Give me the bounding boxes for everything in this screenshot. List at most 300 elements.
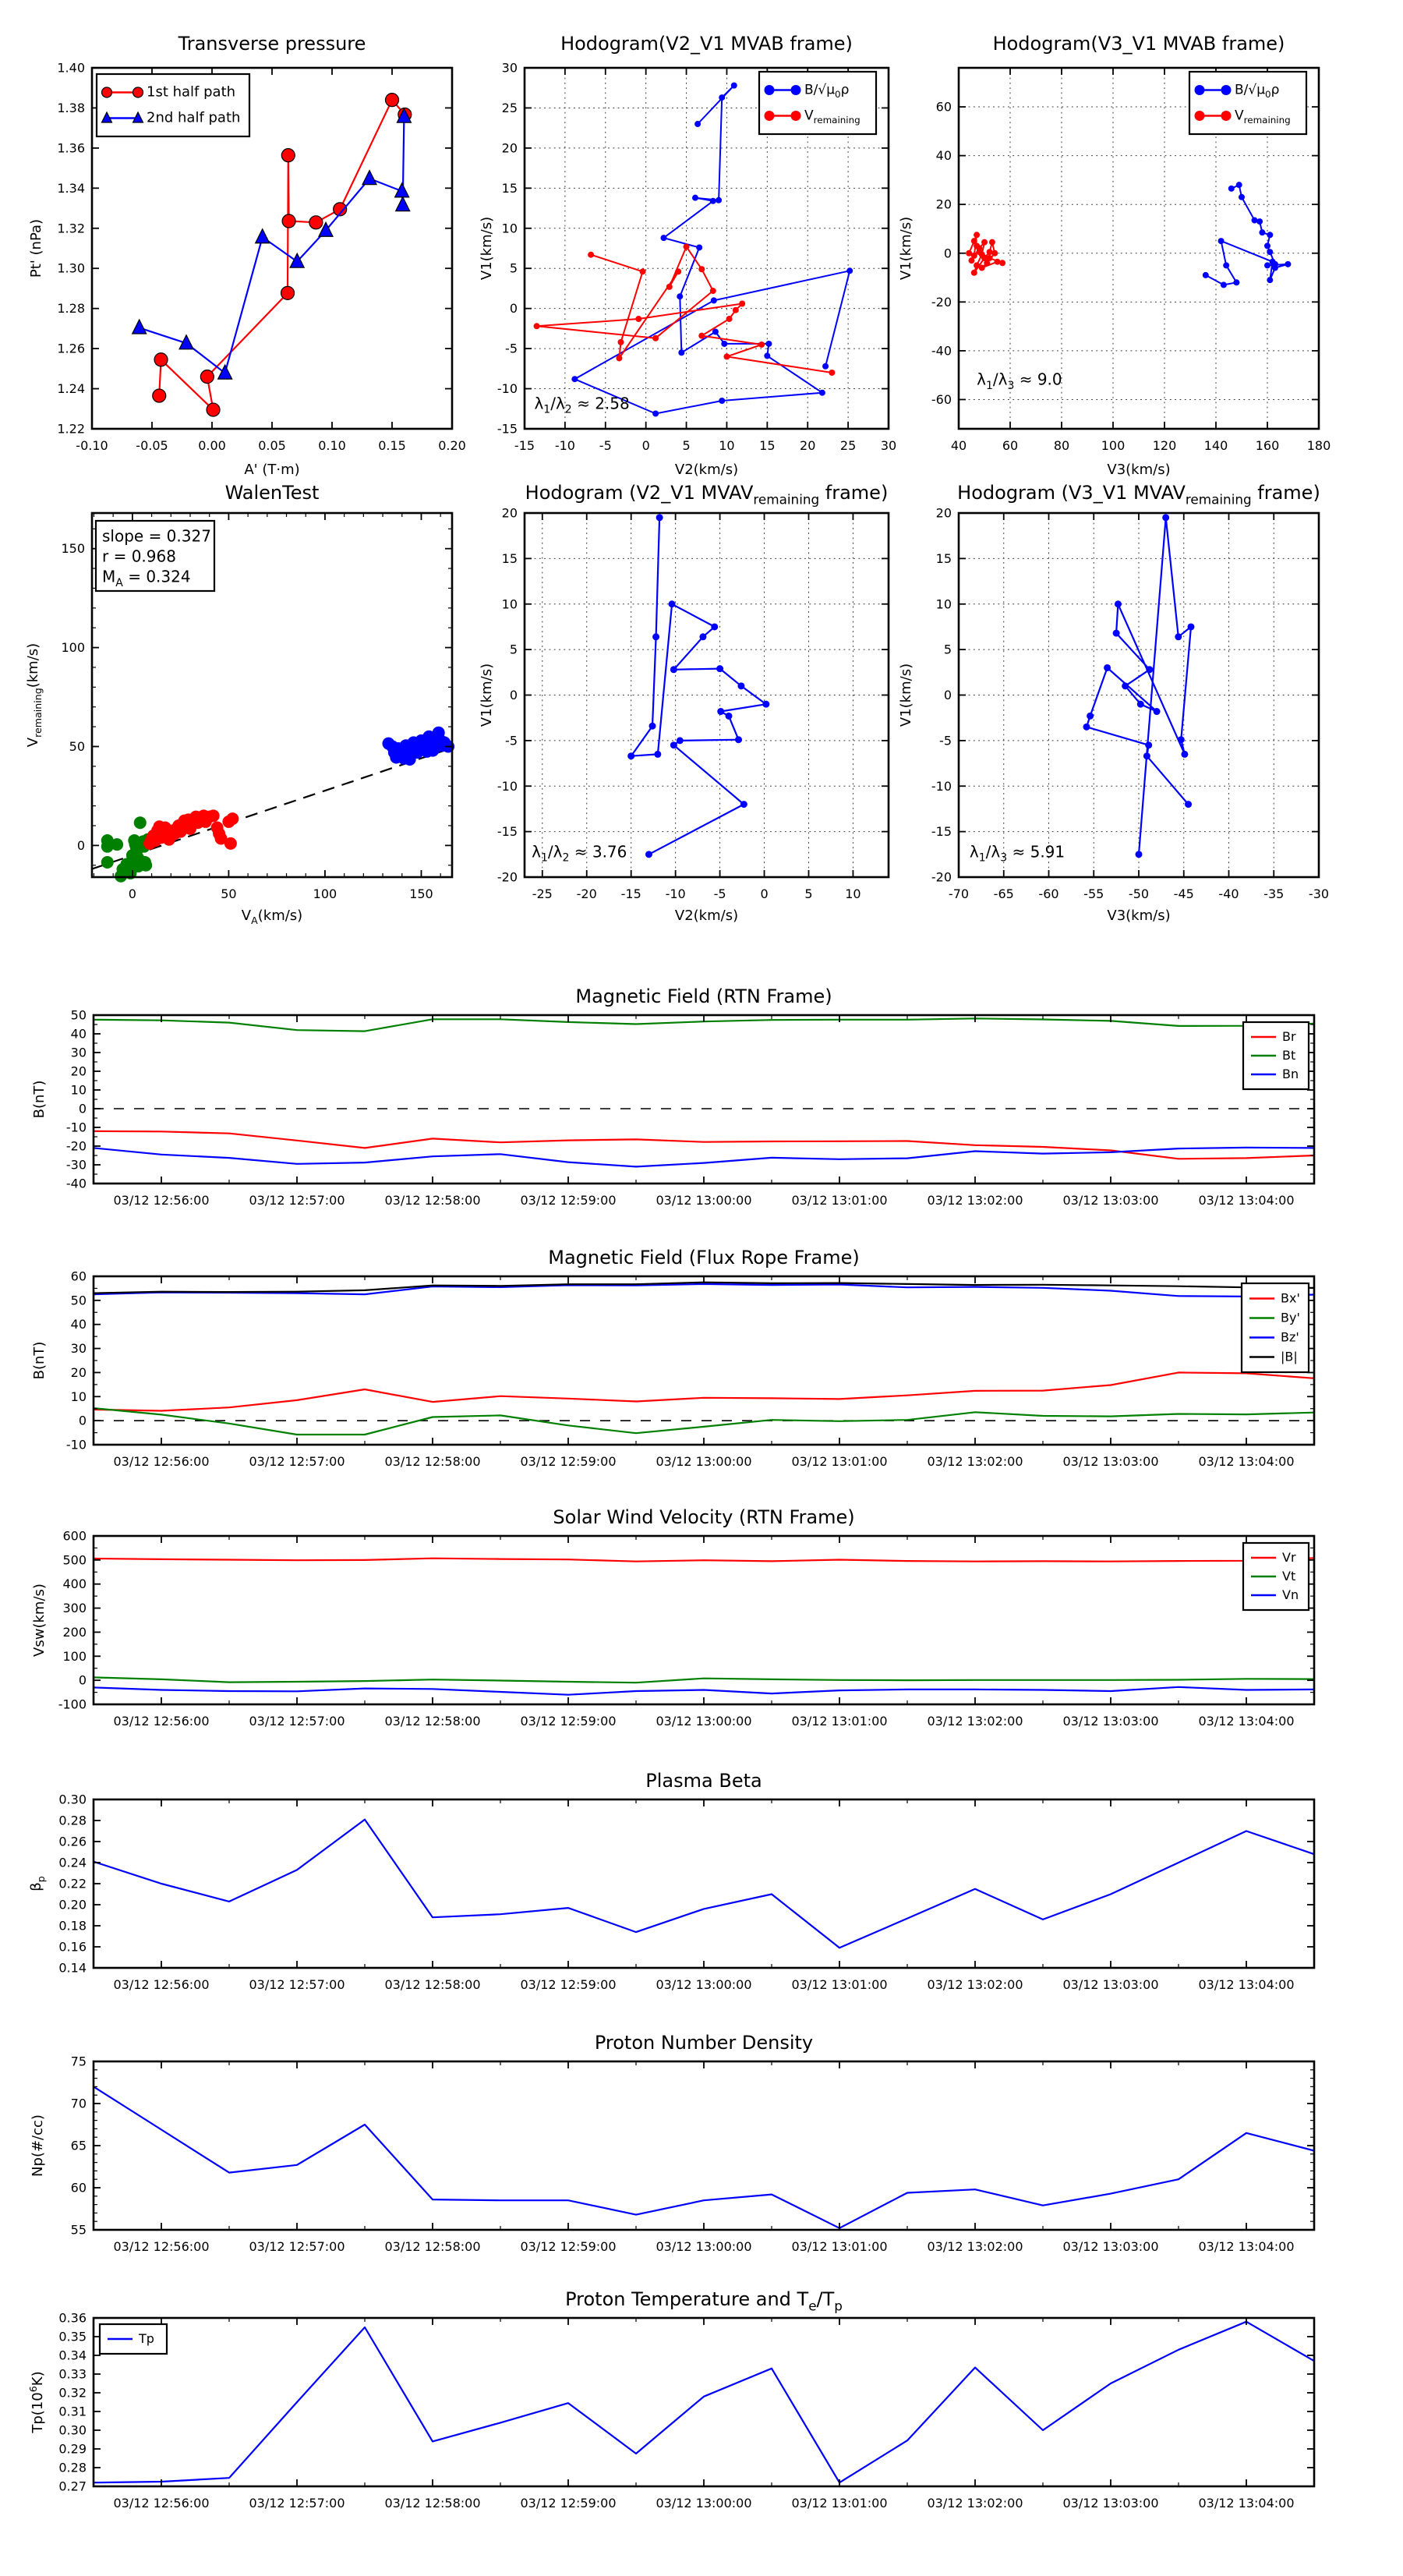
- x-tick-label: -45: [1173, 886, 1194, 901]
- y-tick-label: 0.30: [58, 2422, 87, 2438]
- grid: [525, 513, 889, 877]
- y-tick-label: 60: [935, 99, 952, 115]
- dot-marker: [675, 268, 681, 274]
- x-tick-label: 03/12 13:04:00: [1198, 2496, 1295, 2511]
- y-tick-label: -15: [931, 824, 952, 840]
- y-tick-label: 0.27: [58, 2479, 87, 2494]
- legend: [759, 72, 876, 134]
- x-tick-label: 03/12 13:01:00: [791, 1454, 888, 1469]
- dot-marker: [694, 121, 701, 127]
- dot-marker: [226, 812, 239, 825]
- dot-marker: [1272, 265, 1278, 271]
- ticks: [94, 1799, 1314, 1968]
- x-tick-label: 03/12 13:03:00: [1062, 1454, 1159, 1469]
- dot-marker: [698, 333, 705, 339]
- series-1st-half-path: [153, 94, 412, 416]
- axes-frame: [94, 1799, 1314, 1968]
- dot-marker: [534, 323, 540, 329]
- legend-label: By': [1281, 1310, 1300, 1325]
- dot-marker: [1239, 194, 1245, 200]
- x-tick-label: 03/12 13:01:00: [791, 1714, 888, 1729]
- dot-marker: [635, 316, 641, 322]
- x-tick-label: 15: [759, 438, 776, 453]
- y-tick-label: 0.36: [58, 2310, 87, 2326]
- legend-label: Vt: [1282, 1569, 1296, 1583]
- dot-marker: [224, 837, 237, 850]
- y-tick-label: 65: [70, 2138, 87, 2153]
- y-tick-label: 10: [501, 596, 518, 612]
- legend-label: Vr: [1282, 1550, 1296, 1565]
- y-axis-label: V1(km/s): [479, 216, 495, 281]
- y-tick-label: 60: [70, 2180, 87, 2196]
- series-bn: [94, 1148, 1314, 1167]
- y-tick-label: 25: [501, 100, 518, 115]
- x-tick-label: 03/12 12:56:00: [113, 2239, 210, 2254]
- x-tick-label: 120: [1152, 438, 1177, 453]
- y-tick-label: 20: [501, 505, 518, 521]
- y-tick-label: 5: [509, 642, 518, 657]
- circle-marker: [153, 389, 166, 402]
- y-axis-label: B(nT): [31, 1080, 48, 1119]
- dot-marker: [1236, 182, 1242, 188]
- dot-marker: [1175, 633, 1182, 640]
- y-tick-label: 10: [935, 596, 952, 612]
- y-tick-label: -10: [497, 778, 518, 794]
- dot-marker: [617, 339, 624, 345]
- y-tick-label: -5: [939, 733, 952, 748]
- x-tick-label: 03/12 13:03:00: [1062, 1193, 1159, 1208]
- y-tick-label: 400: [62, 1576, 87, 1592]
- series-outbound-blue: [382, 727, 454, 766]
- y-tick-label: 100: [61, 640, 85, 656]
- legend-label: Bz': [1281, 1329, 1299, 1345]
- chart-title: Hodogram(V3_V1 MVAB frame): [992, 33, 1285, 55]
- dot-marker: [1264, 242, 1270, 249]
- dot-marker: [989, 239, 995, 246]
- y-tick-label: 500: [62, 1552, 87, 1568]
- x-tick-label: 30: [880, 438, 897, 453]
- dot-marker: [1185, 801, 1192, 808]
- series-br: [94, 1131, 1314, 1159]
- dot-marker: [1259, 229, 1265, 235]
- dot-marker: [974, 242, 980, 249]
- x-tick-label: 180: [1306, 438, 1331, 453]
- x-tick-label: 03/12 13:03:00: [1062, 2496, 1159, 2511]
- chart-title: Plasma Beta: [645, 1770, 762, 1792]
- dot-marker: [588, 252, 594, 258]
- y-tick-label: 1.40: [57, 60, 85, 76]
- dot-marker: [1267, 277, 1273, 283]
- y-tick-label: 20: [935, 196, 952, 212]
- ticks: [94, 1276, 1314, 1445]
- dot-marker: [758, 341, 765, 348]
- dot-marker: [640, 268, 646, 274]
- series-tp: [94, 2322, 1314, 2482]
- y-tick-label: 0.34: [58, 2348, 87, 2363]
- dot-marker: [1270, 259, 1276, 265]
- dot-marker: [111, 838, 123, 851]
- x-tick-label: 03/12 13:04:00: [1198, 1714, 1295, 1729]
- y-tick-label: 0.22: [58, 1876, 87, 1891]
- y-tick-label: -20: [931, 294, 952, 310]
- x-tick-label: -0.05: [136, 438, 168, 453]
- x-tick-label: 100: [1101, 438, 1126, 453]
- x-tick-label: -10: [554, 438, 575, 453]
- series-bx-: [94, 1372, 1314, 1410]
- y-tick-label: 0.35: [58, 2329, 87, 2344]
- chart-walen-test: [25, 482, 454, 926]
- dot-marker: [726, 316, 733, 322]
- y-tick-label: 0.14: [58, 1960, 87, 1976]
- dot-marker: [976, 249, 982, 255]
- x-tick-label: 0.20: [438, 438, 466, 453]
- y-tick-label: 5: [943, 642, 952, 657]
- x-tick-label: 0.05: [258, 438, 286, 453]
- dot-marker: [716, 197, 722, 203]
- axes-frame: [94, 1276, 1314, 1445]
- dot-marker: [1221, 111, 1232, 121]
- x-tick-label: 03/12 12:57:00: [249, 2239, 345, 2254]
- y-tick-label: 20: [501, 140, 518, 156]
- x-tick-label: 03/12 12:58:00: [384, 1193, 481, 1208]
- y-tick-label: 30: [501, 60, 518, 76]
- circle-marker: [154, 353, 168, 366]
- dot-marker: [762, 701, 769, 708]
- triangle-marker: [133, 320, 147, 334]
- y-tick-label: 20: [70, 1063, 87, 1079]
- x-tick-label: 03/12 13:03:00: [1062, 1977, 1159, 1992]
- x-tick-label: 03/12 12:57:00: [249, 2496, 345, 2511]
- legend-label: Vn: [1282, 1587, 1299, 1602]
- legend-label: $V_{remaining}$: [1235, 108, 1291, 126]
- stats-line: slope = 0.327: [102, 526, 211, 546]
- y-tick-label: 0.28: [58, 2460, 87, 2475]
- dot-marker: [571, 376, 578, 382]
- x-tick-label: 03/12 13:01:00: [791, 1193, 888, 1208]
- x-tick-label: 150: [409, 886, 433, 901]
- x-tick-label: 5: [804, 886, 813, 901]
- dot-marker: [765, 85, 775, 95]
- triangle-marker: [218, 365, 232, 379]
- y-tick-label: 0.29: [58, 2441, 87, 2457]
- x-tick-label: 03/12 13:04:00: [1198, 2239, 1295, 2254]
- y-tick-label: 1.30: [57, 260, 85, 276]
- legend-label: 2nd half path: [147, 109, 241, 126]
- x-tick-label: -5: [713, 886, 726, 901]
- dot-marker: [627, 752, 634, 759]
- y-tick-label: -20: [65, 1138, 87, 1154]
- y-tick-label: 60: [70, 1269, 87, 1284]
- y-tick-label: 0.33: [58, 2366, 87, 2382]
- x-tick-label: 03/12 13:02:00: [927, 2239, 1023, 2254]
- x-tick-label: 03/12 13:02:00: [927, 1454, 1023, 1469]
- x-tick-label: -0.10: [76, 438, 108, 453]
- annotation: $\lambda_1/\lambda_3 \approx 9.0$: [977, 370, 1062, 393]
- chart-title: Transverse pressure: [178, 33, 366, 55]
- y-axis-label: $\beta_p$: [28, 1876, 47, 1891]
- y-tick-label: 0.24: [58, 1855, 87, 1870]
- legend: [1189, 72, 1306, 134]
- legend-label: |B|: [1281, 1349, 1298, 1364]
- y-tick-label: 0: [76, 837, 85, 853]
- legend: [1243, 1022, 1309, 1089]
- dot-marker: [1285, 261, 1291, 267]
- y-tick-label: 70: [70, 2096, 87, 2111]
- dot-marker: [660, 235, 666, 241]
- y-tick-label: 1.32: [57, 221, 85, 236]
- x-tick-label: 10: [719, 438, 735, 453]
- triangle-marker: [256, 229, 270, 243]
- y-tick-label: 600: [62, 1528, 87, 1544]
- x-tick-label: 03/12 13:00:00: [656, 2496, 752, 2511]
- circle-marker: [282, 214, 295, 228]
- x-tick-label: 03/12 12:59:00: [520, 1454, 617, 1469]
- triangle-marker: [396, 197, 410, 211]
- x-tick-label: -40: [1218, 886, 1239, 901]
- circle-marker: [102, 87, 112, 97]
- x-tick-label: 03/12 13:03:00: [1062, 2239, 1159, 2254]
- dot-marker: [666, 284, 673, 290]
- dot-marker: [1104, 664, 1111, 671]
- legend-label: $B/√\mu_0\rho$: [1235, 82, 1280, 101]
- x-tick-label: 0.00: [198, 438, 226, 453]
- dot-marker: [719, 94, 725, 101]
- y-tick-label: 0.16: [58, 1939, 87, 1955]
- y-tick-label: 0: [78, 1413, 87, 1428]
- x-tick-label: 03/12 12:56:00: [113, 1977, 210, 1992]
- y-tick-label: 0: [509, 688, 518, 702]
- series-vr: [94, 1558, 1314, 1561]
- y-tick-label: 1.38: [57, 100, 85, 115]
- dot-marker: [791, 111, 801, 121]
- dot-marker: [733, 307, 739, 313]
- circle-marker: [133, 87, 143, 97]
- x-tick-label: -65: [993, 886, 1014, 901]
- y-axis-label: Vsw(km/s): [31, 1583, 48, 1657]
- dot-marker: [1145, 741, 1152, 748]
- y-tick-label: 1.28: [57, 301, 85, 317]
- y-tick-label: 0: [509, 301, 518, 317]
- y-tick-label: 100: [62, 1648, 87, 1664]
- y-tick-label: 50: [70, 1293, 87, 1308]
- legend-label: $V_{remaining}$: [804, 108, 861, 126]
- y-tick-label: 10: [501, 221, 518, 236]
- x-tick-label: 0: [760, 886, 769, 901]
- dot-marker: [721, 341, 727, 347]
- x-tick-label: -15: [620, 886, 641, 901]
- y-tick-label: -10: [931, 778, 952, 794]
- legend-label: Tp: [139, 2331, 154, 2346]
- dot-marker: [735, 736, 742, 743]
- y-axis-label: B(nT): [31, 1341, 48, 1380]
- series-by-: [94, 1408, 1314, 1435]
- y-axis-label: $Tp(10^6K)$: [27, 2371, 46, 2433]
- dot-marker: [698, 266, 705, 272]
- dot-marker: [717, 708, 724, 715]
- x-tick-label: 0: [641, 438, 650, 453]
- y-tick-label: 30: [70, 1045, 87, 1060]
- dot-marker: [999, 260, 1005, 266]
- y-tick-label: -40: [931, 343, 952, 359]
- y-tick-label: -20: [497, 869, 518, 885]
- dot-marker: [1221, 281, 1227, 288]
- y-axis-label: V1(km/s): [898, 216, 914, 281]
- y-axis-label: $V_{remaining}(km/s)$: [25, 642, 44, 748]
- y-tick-label: 0.31: [58, 2404, 87, 2419]
- dot-marker: [1178, 736, 1185, 743]
- x-tick-label: 03/12 12:57:00: [249, 1193, 345, 1208]
- chart-title: Proton Temperature and $T_e/T_p$: [565, 2288, 843, 2314]
- chart-proton-number-density: [30, 2032, 1314, 2254]
- x-tick-label: 03/12 13:01:00: [791, 2239, 888, 2254]
- dot-marker: [1115, 600, 1122, 607]
- y-tick-label: 200: [62, 1624, 87, 1640]
- x-tick-label: 03/12 13:02:00: [927, 1714, 1023, 1729]
- legend-label: 1st half path: [147, 83, 236, 101]
- dot-marker: [652, 335, 659, 341]
- y-tick-label: 55: [70, 2222, 87, 2238]
- x-tick-label: 0.15: [378, 438, 406, 453]
- dot-marker: [974, 232, 980, 238]
- x-tick-label: 03/12 12:57:00: [249, 1977, 345, 1992]
- y-tick-label: -10: [497, 381, 518, 397]
- x-tick-label: 03/12 12:56:00: [113, 1193, 210, 1208]
- y-tick-label: 30: [70, 1341, 87, 1357]
- dot-marker: [656, 514, 663, 521]
- dot-marker: [991, 250, 998, 257]
- x-tick-label: 03/12 12:59:00: [520, 2496, 617, 2511]
- circle-marker: [281, 286, 295, 299]
- x-tick-label: 03/12 12:58:00: [384, 2496, 481, 2511]
- dot-marker: [1267, 249, 1273, 255]
- y-tick-label: -10: [65, 1437, 87, 1453]
- circle-marker: [309, 216, 323, 229]
- dot-marker: [710, 198, 716, 204]
- legend: [100, 2324, 167, 2354]
- chart-title: Hodogram(V2_V1 MVAB frame): [560, 33, 853, 55]
- dot-marker: [1136, 851, 1143, 858]
- x-tick-label: -20: [576, 886, 597, 901]
- dot-marker: [764, 352, 770, 359]
- y-tick-label: 5: [509, 260, 518, 276]
- chart-title: Solar Wind Velocity (RTN Frame): [553, 1506, 855, 1528]
- y-tick-label: -15: [497, 824, 518, 840]
- dot-marker: [616, 355, 622, 361]
- y-tick-label: -30: [65, 1157, 87, 1173]
- chart-title: Hodogram (V2_V1 $MVAV_{remaining}$ frame): [525, 482, 889, 508]
- annotation: $\lambda_1/\lambda_2 \approx 3.76$: [532, 842, 627, 865]
- x-tick-label: 03/12 13:03:00: [1062, 1714, 1159, 1729]
- x-tick-label: -35: [1263, 886, 1285, 901]
- dot-marker: [684, 243, 690, 249]
- x-tick-label: -25: [532, 886, 553, 901]
- axes-frame: [94, 2061, 1314, 2230]
- x-tick-label: 10: [845, 886, 861, 901]
- x-tick-label: -10: [665, 886, 686, 901]
- dot-marker: [699, 633, 706, 640]
- chart-solar-wind-velocity: [31, 1506, 1314, 1729]
- legend-label: Br: [1282, 1029, 1296, 1044]
- dot-marker: [1195, 111, 1205, 121]
- dot-marker: [670, 741, 677, 748]
- y-tick-label: 15: [501, 180, 518, 196]
- legend: [97, 74, 249, 136]
- dot-marker: [1113, 630, 1120, 637]
- x-tick-label: -50: [1128, 886, 1150, 901]
- series-beta-p: [94, 1820, 1314, 1948]
- series-vt: [94, 1677, 1314, 1683]
- dot-marker: [819, 390, 825, 396]
- x-tick-label: 03/12 13:00:00: [656, 2239, 752, 2254]
- series-np: [94, 2086, 1314, 2227]
- y-axis-label: Pt' (nPa): [28, 218, 44, 278]
- legend: [1243, 1543, 1309, 1610]
- y-axis-label: V1(km/s): [898, 663, 914, 727]
- x-tick-label: -5: [599, 438, 612, 453]
- x-tick-label: 03/12 13:04:00: [1198, 1454, 1295, 1469]
- dot-marker: [1221, 85, 1232, 95]
- y-tick-label: 50: [70, 1007, 87, 1023]
- dot-marker: [1187, 623, 1194, 630]
- y-axis-label: Np(#/cc): [30, 2114, 46, 2177]
- dot-marker: [1143, 752, 1150, 759]
- y-tick-label: 40: [70, 1026, 87, 1042]
- dot-marker: [740, 801, 747, 808]
- series-center-red: [143, 809, 239, 850]
- x-tick-label: 03/12 12:58:00: [384, 2239, 481, 2254]
- dot-marker: [710, 288, 716, 294]
- chart-title: Proton Number Density: [594, 2032, 814, 2054]
- chart-plasma-beta: [28, 1770, 1314, 1992]
- dot-marker: [696, 244, 702, 250]
- y-tick-label: 0.26: [58, 1834, 87, 1849]
- dot-marker: [1195, 85, 1205, 95]
- y-tick-label: 1.26: [57, 341, 85, 356]
- x-tick-label: 25: [839, 438, 857, 453]
- chart-hodogram-v3v1-mvav: [898, 482, 1329, 924]
- stats-line: $M_A = 0.324$: [102, 567, 191, 590]
- dot-marker: [669, 600, 676, 607]
- series-vn: [94, 1687, 1314, 1695]
- y-tick-label: 20: [70, 1364, 87, 1380]
- dot-marker: [677, 293, 683, 299]
- chart-magnetic-field-rtn: [31, 985, 1314, 1208]
- series-b-sqrt-mu0-rho-: [627, 514, 769, 858]
- x-axis-label: V2(km/s): [674, 908, 739, 924]
- y-tick-label: 40: [935, 148, 952, 164]
- chart-title: Magnetic Field (RTN Frame): [575, 985, 832, 1007]
- dot-marker: [1137, 701, 1144, 708]
- stats-line: r = 0.968: [102, 547, 176, 566]
- x-tick-label: 03/12 13:00:00: [656, 1714, 752, 1729]
- chart-proton-temperature: [27, 2288, 1314, 2511]
- y-tick-label: 0.30: [58, 1792, 87, 1807]
- stats-box: [96, 521, 214, 591]
- dot-marker: [677, 737, 684, 744]
- x-tick-label: 03/12 13:04:00: [1198, 1193, 1295, 1208]
- y-tick-label: 0: [78, 1672, 87, 1688]
- x-tick-label: 0: [128, 886, 136, 901]
- y-tick-label: 40: [70, 1317, 87, 1332]
- y-tick-label: 0: [943, 246, 952, 261]
- dot-marker: [134, 816, 147, 829]
- y-tick-label: 0: [943, 688, 952, 702]
- axes-frame: [94, 2318, 1314, 2486]
- dot-marker: [1083, 724, 1090, 731]
- dot-marker: [987, 255, 993, 261]
- ticks: [94, 2318, 1314, 2486]
- y-tick-label: 1.22: [57, 421, 85, 437]
